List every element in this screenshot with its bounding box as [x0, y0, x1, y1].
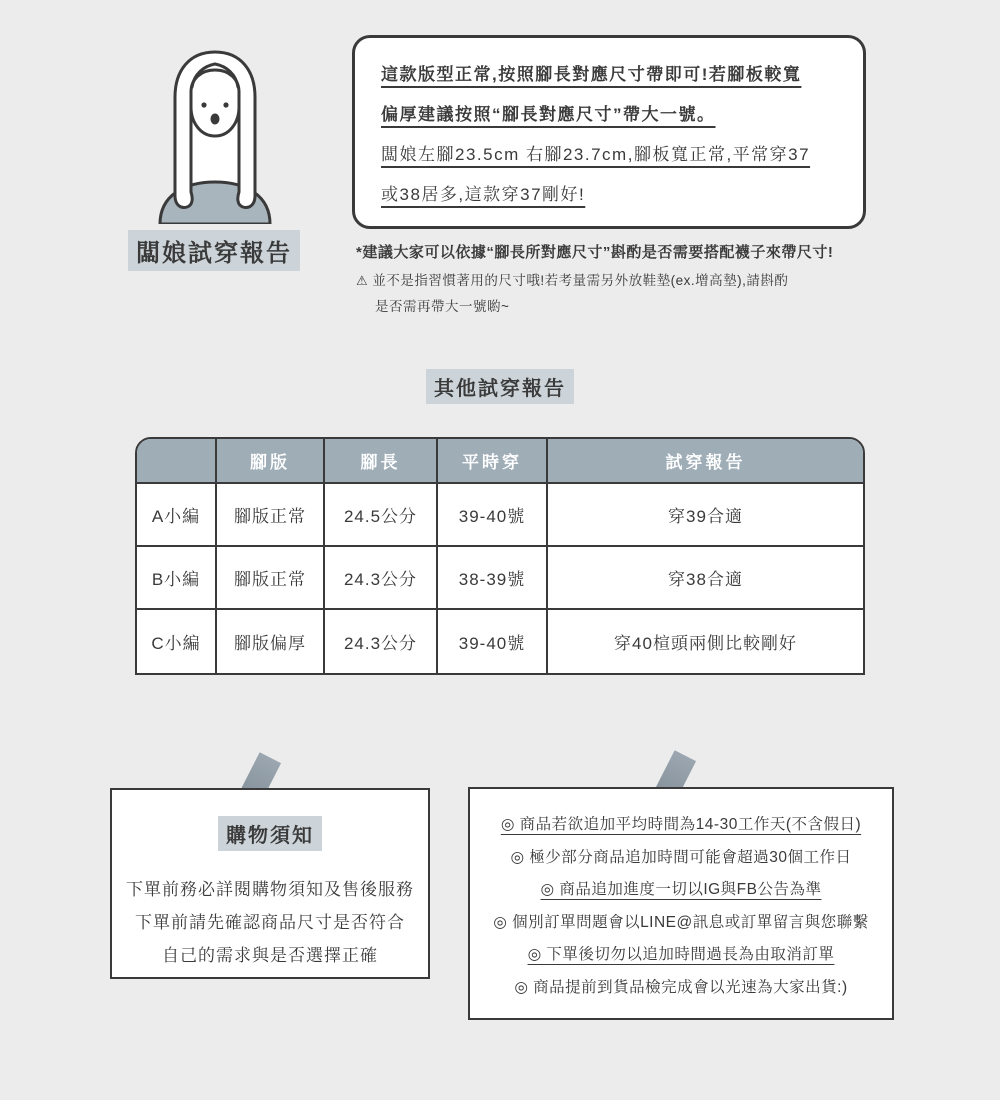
header-cell: 腳長	[325, 439, 438, 482]
table-cell: 穿39合適	[668, 507, 743, 526]
table-cell: C小編	[137, 610, 217, 673]
notice-title-text: 購物須知	[218, 816, 322, 851]
note-text: 並不是指習慣著用的尺寸哦!若考量需另外放鞋墊(ex.增高墊),請斟酌	[372, 273, 789, 288]
table-row	[137, 484, 863, 547]
table-cell: 24.3公分	[325, 610, 438, 673]
table-cell: 24.5公分	[325, 484, 438, 545]
note-line	[356, 268, 876, 294]
policy-item: ◎ 個別訂單問題會以LINE@訊息或訂單留言與您聯繫	[493, 913, 869, 931]
avatar	[146, 46, 284, 224]
table-cell: 腳版正常	[217, 484, 325, 545]
policy-box	[468, 787, 894, 1020]
policy-item: ◎ 極少部分商品追加時間可能會超過30個工作日	[510, 848, 852, 866]
header-cell	[137, 439, 217, 482]
table-cell: 穿38合適	[668, 570, 743, 589]
notice-title	[112, 816, 428, 851]
note-line: 是否需再帶大一號喲~	[375, 299, 510, 314]
table-row	[137, 610, 863, 673]
table-cell: 39-40號	[438, 610, 548, 673]
table-cell: 腳版偏厚	[217, 610, 325, 673]
table-cell: 穿40楦頭兩側比較剛好	[614, 634, 797, 653]
shopping-notice-box	[110, 788, 430, 979]
notice-line: 下單前務必詳閱購物須知及售後服務	[126, 880, 414, 899]
table-row	[137, 547, 863, 610]
bubble-line: 這款版型正常,按照腳長對應尺寸帶即可!若腳板較寬	[381, 65, 802, 84]
policy-item: ◎ 商品追加進度一切以IG與FB公告為準	[540, 881, 822, 898]
table-cell: B小編	[137, 547, 217, 608]
notes	[356, 240, 876, 320]
table-section-title	[135, 369, 865, 404]
note-line: *建議大家可以依據“腳長所對應尺寸”斟酌是否需要搭配襪子來帶尺寸!	[356, 244, 834, 261]
table-header-row	[137, 439, 863, 484]
tryon-table	[135, 437, 865, 675]
table-cell: 38-39號	[438, 547, 548, 608]
notice-line: 下單前請先確認商品尺寸是否符合	[135, 913, 405, 932]
bubble-line: 偏厚建議按照“腳長對應尺寸”帶大一號。	[381, 105, 716, 124]
header-cell: 試穿報告	[665, 453, 746, 472]
table-cell: A小編	[137, 484, 217, 545]
table-cell: 39-40號	[438, 484, 548, 545]
bubble-line: 或38居多,這款穿37剛好!	[381, 185, 586, 204]
table-cell: 24.3公分	[325, 547, 438, 608]
notice-line: 自己的需求與是否選擇正確	[162, 946, 378, 965]
speech-bubble	[352, 35, 866, 229]
policy-item: ◎ 下單後切勿以追加時間過長為由取消訂單	[527, 946, 835, 963]
table-cell: 腳版正常	[217, 547, 325, 608]
header-cell: 腳版	[217, 439, 325, 482]
header-cell: 平時穿	[438, 439, 548, 482]
bubble-line: 闆娘左腳23.5cm 右腳23.7cm,腳板寬正常,平常穿37	[381, 145, 811, 164]
table-title-text: 其他試穿報告	[426, 369, 574, 404]
policy-item: ◎ 商品提前到貨品檢完成會以光速為大家出貨:)	[514, 978, 848, 996]
warning-icon: ⚠	[356, 273, 369, 288]
policy-item: ◎ 商品若欲追加平均時間為14-30工作天(不含假日)	[500, 816, 862, 833]
woman-illustration-icon	[146, 46, 284, 224]
report-title	[128, 230, 300, 271]
report-title-text: 闆娘試穿報告	[128, 230, 300, 271]
